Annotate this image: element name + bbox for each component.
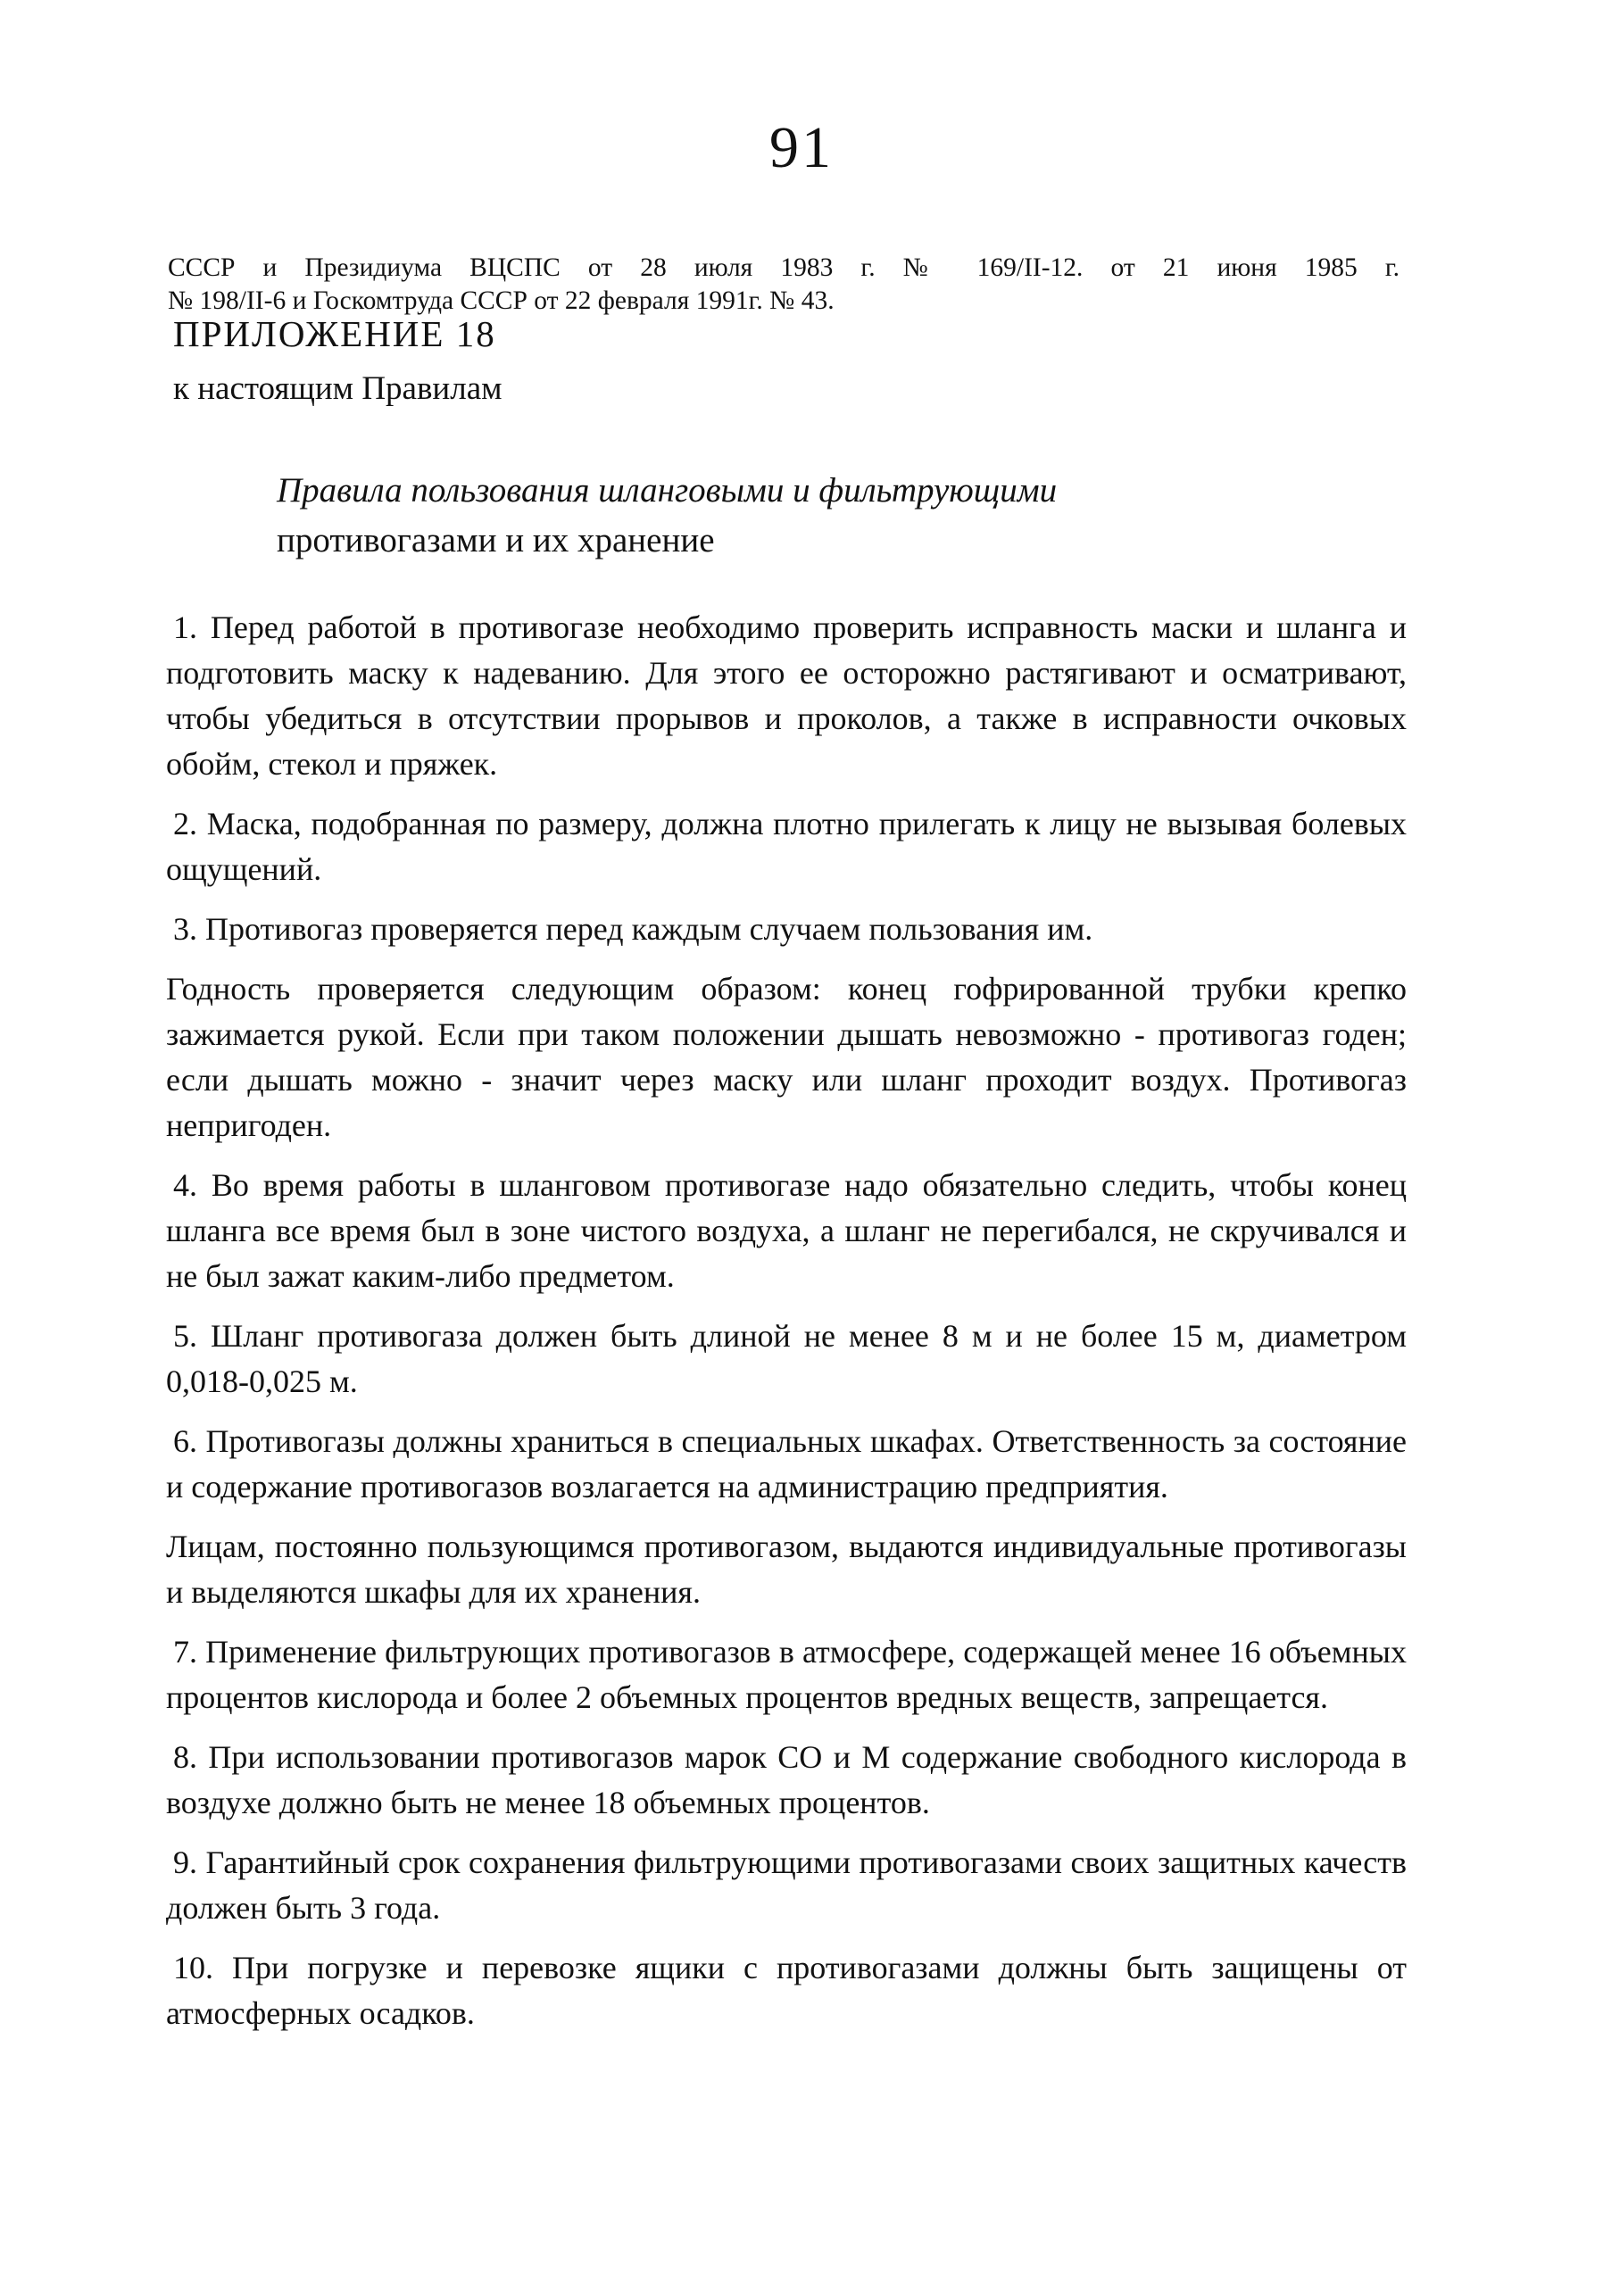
paragraph-6-note: Лицам, постоянно пользующимся противогазом, выдаются индивидуальные противогазы и выделяются шкафы для их хранения. <box>166 1529 1407 1610</box>
paragraph-1: 1. Перед работой в противогазе необходимо проверить исправность маски и шланга и подготовить маску к надеванию. Для этого ее осторожно растягивают и осматривают, чтобы убедиться в отсутствии прорывов и проколов, а также в исправности очковых обойм, стекол и пряжек. <box>166 609 1407 782</box>
paragraph-7: 7. Применение фильтрующих противогазов в атмосфере, содержащей менее 16 объемных процентов кислорода и более 2 объемных процентов вредных веществ, запрещается. <box>166 1634 1407 1715</box>
paragraph-10: 10. При погрузке и перевозке ящики с противогазами должны быть защищены от атмосферных осадков. <box>166 1950 1407 2031</box>
preamble-line-1: СССР и Президиума ВЦСПС от 28 июля 1983 г. № 169/II-12. от 21 июня 1985 г. <box>168 253 1400 282</box>
heading-line-1: Правила пользования шланговыми и фильтрующими <box>277 471 1058 510</box>
preamble-line-2: № 198/II-6 и Госкомтруда СССР от 22 февраля 1991г. № 43. <box>168 286 835 315</box>
section-heading <box>277 466 1258 566</box>
paragraph-6: 6. Противогазы должны храниться в специальных шкафах. Ответственность за состояние и содержание противогазов возлагается на администрацию предприятия. <box>166 1423 1407 1504</box>
heading-line-2: противогазами и их хранение <box>277 521 715 559</box>
paragraph-3-note: Годность проверяется следующим образом: конец гофрированной трубки крепко зажимается рукой. Если при таком положении дышать невозможно - противогаз годен; если дышать можно - значит через маску или шланг проходит воздух. Противогаз непригоден. <box>166 971 1407 1143</box>
paragraph-4: 4. Во время работы в шланговом противогазе надо обязательно следить, чтобы конец шланга все время был в зоне чистого воздуха, а шланг не перегибался, не скручивался и не был зажат каким-либо предметом. <box>166 1167 1407 1294</box>
appendix-subtitle: к настоящим Правилам <box>173 370 502 407</box>
paragraph-3: 3. Противогаз проверяется перед каждым случаем пользования им. <box>173 911 1093 947</box>
paragraph-2: 2. Маска, подобранная по размеру, должна плотно прилегать к лицу не вызывая болевых ощущений. <box>166 806 1407 887</box>
preamble-text <box>168 252 1400 318</box>
page-number: 91 <box>769 115 834 180</box>
paragraph-8: 8. При использовании противогазов марок СО и М содержание свободного кислорода в воздухе должно быть не менее 18 объемных процентов. <box>166 1739 1407 1820</box>
body-text <box>166 605 1407 2051</box>
appendix-title: ПРИЛОЖЕНИЕ 18 <box>173 313 496 354</box>
paragraph-9: 9. Гарантийный срок сохранения фильтрующими противогазами своих защитных качеств должен быть 3 года. <box>166 1844 1407 1926</box>
paragraph-5: 5. Шланг противогаза должен быть длиной не менее 8 м и не более 15 м, диаметром 0,018-0,025 м. <box>166 1318 1407 1399</box>
